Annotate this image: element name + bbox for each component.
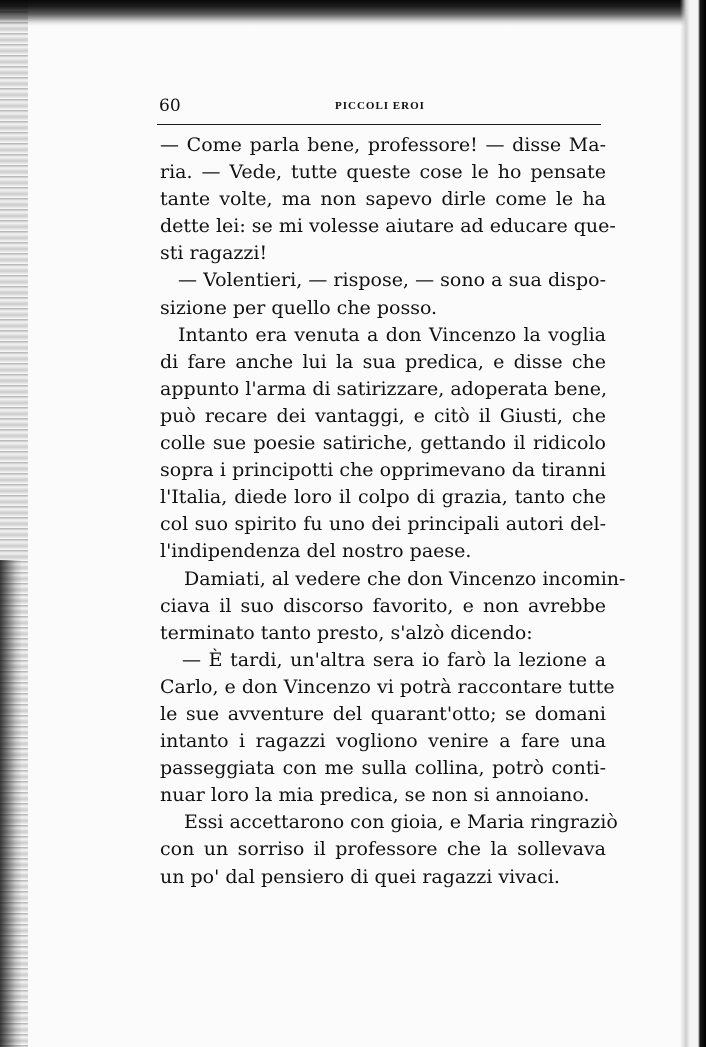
paragraph [160,267,606,321]
text-line: l'indipendenza del nostro paese. [160,540,472,563]
text-line: di fare anche lui la sua predica, e disse che [160,350,606,373]
text-line: sopra i principotti che opprimevano da tiranni [160,459,606,482]
text-line: colle sue poesie satiriche, gettando il ridicolo [160,432,606,455]
paragraph [160,322,606,566]
text-line: intanto i ragazzi vogliono venire a fare una [160,730,606,753]
running-title: PICCOLI EROI [335,100,425,112]
body-text [160,132,626,891]
text-line: dette lei: se mi volesse aiutare ad educare que- [160,215,616,238]
text-line: ria. — Vede, tutte queste cose le ho pensate [160,161,606,184]
text-line: l'Italia, diede loro il colpo di grazia, tanto che [160,486,606,509]
text-line: Intanto era venuta a don Vincenzo la voglia [178,323,606,346]
text-line: Damiati, al vedere che don Vincenzo incomin- [184,567,626,590]
text-line: Carlo, e don Vincenzo vi potrà raccontare tutte [160,675,615,698]
paragraph [160,647,615,810]
text-line: col suo spirito fu uno dei principali autori del- [160,513,606,536]
paragraph [160,566,626,647]
page-header [157,92,601,125]
text-line: ciava il suo discorso favorito, e non avrebbe [160,594,606,617]
text-line: sizione per quello che posso. [160,296,438,319]
scan-top-shadow [0,0,706,26]
text-line: sti ragazzi! [160,242,268,265]
text-line: Essi accettarono con gioia, e Maria ringraziò [184,811,618,834]
text-line: appunto l'arma di satirizzare, adoperata bene, [160,377,607,400]
text-line: — Come parla bene, professore! — disse Ma- [160,134,606,156]
text-line: con un sorriso il professore che la sollevava [160,838,606,861]
paragraph [160,132,616,267]
page-number: 60 [159,96,181,116]
scan-left-binding-dark [0,560,22,1047]
text-line: le sue avventure del quarant'otto; se domani [160,702,606,725]
text-line: può recare dei vantaggi, e citò il Giusti, che [160,404,606,427]
text-line: tante volte, ma non sapevo dirle come le ha [160,188,606,211]
text-line: terminato tanto presto, s'alzò dicendo: [160,621,533,644]
text-line: — Volentieri, — rispose, — sono a sua dispo- [178,269,606,292]
paragraph [160,809,618,890]
scan-right-edge [680,0,706,1047]
text-line: passeggiata con me sulla collina, potrò conti- [160,757,606,780]
text-line: un po' dal pensiero di quei ragazzi vivaci. [160,865,560,888]
text-line: — È tardi, un'altra sera io farò la lezione a [182,648,606,671]
text-line: nuar loro la mia predica, se non si annoiano. [160,784,590,807]
